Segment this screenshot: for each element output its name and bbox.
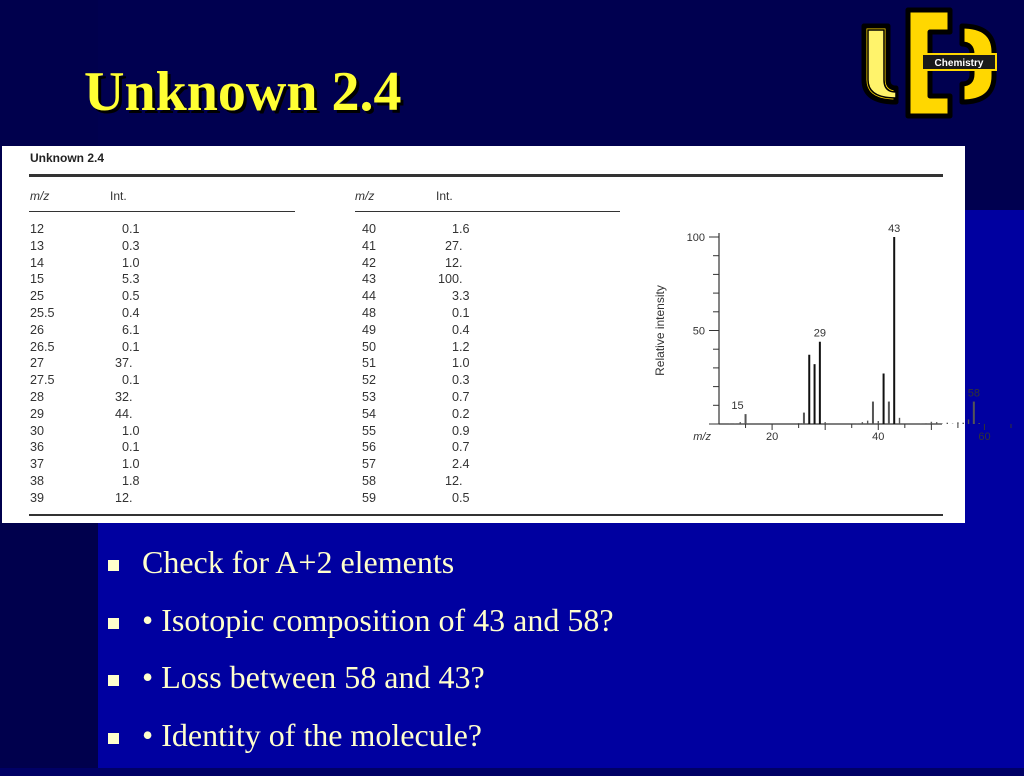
y-tick-label: 50 [693, 326, 705, 338]
x-axis-label: m/z [693, 431, 711, 443]
x-tick-label: 20 [766, 431, 778, 443]
table-row [362, 305, 562, 322]
intensity-value: 44. [115, 406, 133, 423]
table-row [30, 221, 230, 238]
intensity-value: 12. [445, 255, 463, 272]
mz-value: 52 [362, 372, 376, 389]
mz-value: 15 [30, 271, 44, 288]
table-row [362, 456, 562, 473]
intensity-value: 0.1 [122, 372, 140, 389]
intensity-value: 6.1 [122, 322, 140, 339]
mz-value: 27 [30, 355, 44, 372]
bullet-item [104, 604, 614, 662]
table-row [362, 439, 562, 456]
table-row [30, 456, 230, 473]
intensity-value: 0.4 [122, 305, 140, 322]
intensity-value: 0.1 [122, 339, 140, 356]
intensity-value: 0.7 [452, 389, 470, 406]
table-row [30, 423, 230, 440]
bullet-list [104, 546, 614, 776]
mz-value: 36 [30, 439, 44, 456]
intensity-value: 100. [438, 271, 463, 288]
table-row [362, 339, 562, 356]
intensity-value: 0.3 [452, 372, 470, 389]
peak-label: 29 [814, 328, 826, 340]
bullet-marker [108, 618, 119, 629]
intensity-value: 0.1 [122, 221, 140, 238]
bullet-marker [108, 560, 119, 571]
mz-value: 51 [362, 355, 376, 372]
mz-value: 42 [362, 255, 376, 272]
mz-value: 50 [362, 339, 376, 356]
intensity-value: 1.0 [122, 423, 140, 440]
mz-value: 43 [362, 271, 376, 288]
table-row [30, 322, 230, 339]
logo-text: Chemistry [935, 58, 984, 69]
bullet-marker [108, 733, 119, 744]
intensity-value: 1.8 [122, 473, 140, 490]
mz-value: 55 [362, 423, 376, 440]
bullet-text: • Loss between 58 and 43? [142, 659, 485, 695]
intensity-value: 32. [115, 389, 133, 406]
table-row [30, 473, 230, 490]
mz-value: 38 [30, 473, 44, 490]
bullet-text: • Identity of the molecule? [142, 717, 482, 753]
spectrum-figure [2, 146, 965, 523]
mz-value: 25 [30, 288, 44, 305]
right-mz-header: m/z [355, 189, 374, 203]
x-tick-label: 60 [978, 431, 990, 443]
intensity-value: 1.0 [452, 355, 470, 372]
left-header-rule [29, 211, 295, 212]
table-row [362, 389, 562, 406]
mz-value: 30 [30, 423, 44, 440]
intensity-value: 5.3 [122, 271, 140, 288]
bullet-marker [108, 675, 119, 686]
bullet-item [104, 546, 614, 604]
table-row [362, 372, 562, 389]
table-row [362, 271, 562, 288]
peak-label: 43 [888, 223, 900, 235]
intensity-value: 0.4 [452, 322, 470, 339]
right-int-header: Int. [436, 189, 453, 203]
mz-value: 41 [362, 238, 376, 255]
intensity-value: 0.5 [452, 490, 470, 507]
uco-chemistry-logo [858, 2, 1000, 120]
mz-value: 53 [362, 389, 376, 406]
table-row [362, 473, 562, 490]
intensity-value: 0.9 [452, 423, 470, 440]
intensity-value: 0.5 [122, 288, 140, 305]
figure-title: Unknown 2.4 [30, 151, 104, 165]
y-tick-label: 100 [687, 232, 705, 244]
table-row [30, 339, 230, 356]
intensity-value: 0.1 [122, 439, 140, 456]
mz-value: 57 [362, 456, 376, 473]
left-mz-header: m/z [30, 189, 49, 203]
mz-value: 26 [30, 322, 44, 339]
mz-value: 49 [362, 322, 376, 339]
table-row [362, 288, 562, 305]
table-row [30, 255, 230, 272]
mz-value: 12 [30, 221, 44, 238]
intensity-value: 1.2 [452, 339, 470, 356]
mz-value: 27.5 [30, 372, 55, 389]
mass-spectrum-chart [642, 221, 952, 461]
table-row [30, 305, 230, 322]
intensity-value: 1.0 [122, 456, 140, 473]
intensity-value: 0.7 [452, 439, 470, 456]
mz-value: 26.5 [30, 339, 55, 356]
intensity-value: 37. [115, 355, 133, 372]
right-table [362, 221, 562, 507]
intensity-value: 1.0 [122, 255, 140, 272]
x-tick-label: 40 [872, 431, 884, 443]
intensity-value: 0.2 [452, 406, 470, 423]
table-row [30, 372, 230, 389]
table-row [362, 221, 562, 238]
table-row [362, 238, 562, 255]
peak-label: 15 [731, 400, 743, 412]
mz-value: 56 [362, 439, 376, 456]
bullet-text: Check for A+2 elements [142, 544, 454, 580]
left-int-header: Int. [110, 189, 127, 203]
table-row [30, 288, 230, 305]
intensity-value: 1.6 [452, 221, 470, 238]
mz-value: 39 [30, 490, 44, 507]
peak-label: 58 [968, 388, 980, 400]
intensity-value: 12. [115, 490, 133, 507]
intensity-value: 3.3 [452, 288, 470, 305]
right-header-rule [355, 211, 620, 212]
mz-value: 28 [30, 389, 44, 406]
intensity-value: 0.3 [122, 238, 140, 255]
table-row [362, 406, 562, 423]
bullet-text: • Isotopic composition of 43 and 58? [142, 602, 614, 638]
mz-value: 44 [362, 288, 376, 305]
slide-title: Unknown 2.4 [84, 64, 401, 120]
mz-value: 54 [362, 406, 376, 423]
table-row [30, 439, 230, 456]
intensity-value: 2.4 [452, 456, 470, 473]
mz-value: 58 [362, 473, 376, 490]
y-axis-label: Relative intensity [653, 285, 667, 376]
intensity-value: 0.1 [452, 305, 470, 322]
left-table [30, 221, 230, 507]
mz-value: 59 [362, 490, 376, 507]
bullet-item [104, 661, 614, 719]
mz-value: 13 [30, 238, 44, 255]
bottom-rule [29, 514, 943, 516]
table-row [30, 490, 230, 507]
mz-value: 37 [30, 456, 44, 473]
table-row [362, 322, 562, 339]
table-row [30, 389, 230, 406]
mz-value: 25.5 [30, 305, 55, 322]
table-row [30, 271, 230, 288]
table-row [362, 255, 562, 272]
mz-value: 29 [30, 406, 44, 423]
mz-value: 40 [362, 221, 376, 238]
table-row [362, 355, 562, 372]
mz-value: 14 [30, 255, 44, 272]
intensity-value: 27. [445, 238, 463, 255]
table-row [30, 355, 230, 372]
bullet-item [104, 719, 614, 776]
table-row [362, 490, 562, 507]
table-row [362, 423, 562, 440]
table-row [30, 406, 230, 423]
mz-value: 48 [362, 305, 376, 322]
intensity-value: 12. [445, 473, 463, 490]
top-rule [29, 174, 943, 177]
table-row [30, 238, 230, 255]
